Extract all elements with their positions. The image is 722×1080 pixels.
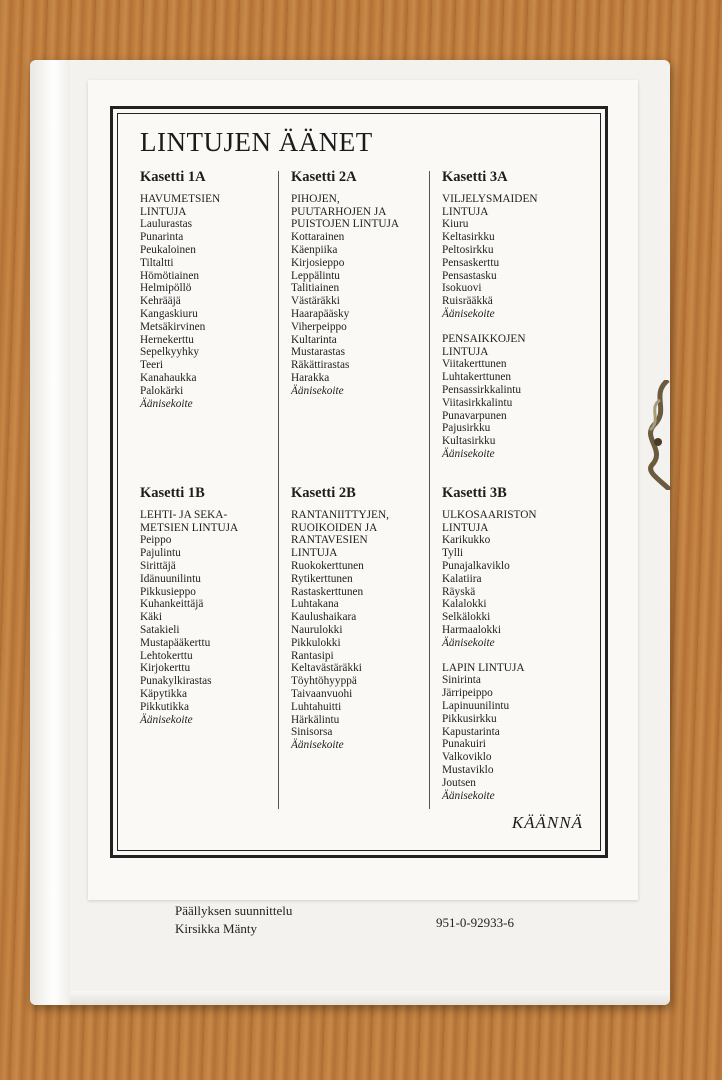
bird-name: Käenpiika bbox=[291, 243, 338, 256]
bird-name: Haarapääsky bbox=[291, 307, 350, 320]
column-divider bbox=[278, 171, 279, 809]
section-heading: LINTUJA bbox=[291, 547, 338, 560]
sound-mix-label: Äänisekoite bbox=[291, 739, 344, 752]
cassette-listing bbox=[291, 487, 389, 752]
bird-name: Härkälintu bbox=[291, 713, 340, 726]
bird-name: Taivaanvuohi bbox=[291, 687, 353, 700]
bird-name: Pikkutikka bbox=[140, 700, 189, 713]
cassette-listing bbox=[140, 171, 220, 410]
bird-name: Pensaskerttu bbox=[442, 256, 500, 269]
bird-name: Peukaloinen bbox=[140, 243, 196, 256]
bird-name: Kottarainen bbox=[291, 231, 345, 244]
bird-name: Keltavästäräkki bbox=[291, 662, 362, 675]
section-heading: LINTUJA bbox=[442, 521, 489, 534]
sound-mix-label: Äänisekoite bbox=[442, 307, 495, 320]
bird-name: Räyskä bbox=[442, 585, 476, 598]
bird-name: Kirjosieppo bbox=[291, 256, 345, 269]
cassette-listing bbox=[140, 487, 238, 726]
turn-over-label: KÄÄNNÄ bbox=[511, 813, 583, 832]
bird-name: Luhtakana bbox=[291, 598, 339, 611]
page-title: LINTUJEN ÄÄNET bbox=[140, 127, 373, 157]
bird-name: Joutsen bbox=[442, 776, 476, 789]
bird-name: Harakka bbox=[291, 371, 330, 384]
design-label: Päällyksen suunnittelu bbox=[175, 903, 293, 918]
bird-name: Hömötiainen bbox=[140, 269, 199, 282]
bird-name: Rytikerttunen bbox=[291, 572, 353, 585]
cassette-listing bbox=[442, 171, 538, 461]
bird-name: Viitasirkkalintu bbox=[442, 396, 513, 409]
bird-name: Punakuiri bbox=[442, 738, 486, 751]
bird-name: Naurulokki bbox=[291, 623, 343, 636]
bird-name: Pensastasku bbox=[442, 269, 497, 282]
spine-illustration bbox=[640, 380, 672, 490]
section-heading: RUOIKOIDEN JA bbox=[291, 521, 378, 534]
bird-name: Räkättirastas bbox=[291, 359, 350, 372]
bird-name: Pajusirkku bbox=[442, 422, 491, 435]
bird-name: Sinirinta bbox=[442, 674, 481, 687]
bird-name: Kirjokerttu bbox=[140, 662, 191, 675]
box-spine bbox=[30, 60, 70, 1005]
bird-name: Punakylkirastas bbox=[140, 675, 212, 688]
bird-name: Sinisorsa bbox=[291, 726, 333, 739]
section-heading: ULKOSAARISTON bbox=[442, 508, 537, 521]
bird-name: Keltasirkku bbox=[442, 231, 495, 244]
bird-name: Ruokokerttunen bbox=[291, 559, 364, 572]
bird-name: Laulurastas bbox=[140, 218, 193, 231]
cassette-label: Kasetti 2B bbox=[291, 485, 356, 501]
sound-mix-label: Äänisekoite bbox=[442, 789, 495, 802]
section-heading: LINTUJA bbox=[140, 205, 187, 218]
bird-name: Kaulushaikara bbox=[291, 611, 357, 624]
bird-name: Sirittäjä bbox=[140, 559, 176, 572]
bird-name: Lehtokerttu bbox=[140, 649, 193, 662]
cassette-listing bbox=[291, 171, 399, 398]
bird-name: Järripeippo bbox=[442, 687, 493, 700]
bird-name: Kultarinta bbox=[291, 333, 337, 346]
bird-name: Karikukko bbox=[442, 534, 491, 547]
bird-name: Ruisrääkkä bbox=[442, 295, 493, 308]
track-list-frame bbox=[110, 106, 608, 858]
section-heading: LINTUJA bbox=[442, 205, 489, 218]
bird-name: Punarinta bbox=[140, 231, 184, 244]
bird-name: Teeri bbox=[140, 359, 164, 372]
section-heading: LINTUJA bbox=[442, 345, 489, 358]
cassette-label: Kasetti 2A bbox=[291, 169, 357, 185]
section-heading: PENSAIKKOJEN bbox=[442, 332, 526, 345]
sound-mix-label: Äänisekoite bbox=[291, 384, 344, 397]
bird-name: Leppälintu bbox=[291, 269, 340, 282]
bird-name: Pajulintu bbox=[140, 547, 181, 560]
bird-name: Kiuru bbox=[442, 218, 469, 231]
bird-name: Tiltaltti bbox=[140, 256, 174, 269]
sound-mix-label: Äänisekoite bbox=[442, 447, 495, 460]
bird-name: Pikkulokki bbox=[291, 636, 341, 649]
bird-name: Kalatiira bbox=[442, 572, 482, 585]
cassette-listing bbox=[442, 487, 537, 802]
bird-name: Käki bbox=[140, 611, 162, 624]
bird-name: Palokärki bbox=[140, 384, 184, 397]
bird-name: Kangaskiuru bbox=[140, 307, 198, 320]
bird-name: Harmaalokki bbox=[442, 623, 501, 636]
bird-name: Hernekerttu bbox=[140, 333, 194, 346]
section-heading: PIHOJEN, bbox=[291, 192, 340, 205]
bird-name: Sepelkyyhky bbox=[140, 346, 199, 359]
bird-name: Mustarastas bbox=[291, 346, 345, 359]
section-heading: METSIEN LINTUJA bbox=[140, 521, 239, 534]
isbn: 951-0-92933-6 bbox=[436, 915, 514, 930]
sound-mix-label: Äänisekoite bbox=[140, 713, 193, 726]
bird-name: Kehrääjä bbox=[140, 295, 181, 308]
bird-name: Peippo bbox=[140, 534, 172, 547]
section-heading: PUUTARHOJEN JA bbox=[291, 205, 387, 218]
bird-name: Kapustarinta bbox=[442, 725, 500, 738]
bird-name: Kanahaukka bbox=[140, 371, 197, 384]
bird-name: Punavarpunen bbox=[442, 409, 507, 422]
bird-name: Selkälokki bbox=[442, 611, 491, 624]
sound-mix-label: Äänisekoite bbox=[442, 636, 495, 649]
bird-name: Luhtahuitti bbox=[291, 700, 342, 713]
bird-name: Pikkusieppo bbox=[140, 585, 196, 598]
bird-name: Satakieli bbox=[140, 623, 180, 636]
bird-name: Töyhtöhyyppä bbox=[291, 675, 357, 688]
cassette-label: Kasetti 3A bbox=[442, 169, 508, 185]
bird-name: Mustapääkerttu bbox=[140, 636, 211, 649]
bird-name: Luhtakerttunen bbox=[442, 371, 512, 384]
box-edge bbox=[70, 991, 670, 1005]
bird-name: Kalalokki bbox=[442, 598, 487, 611]
bird-name: Kultasirkku bbox=[442, 435, 496, 448]
bird-name: Rantasipi bbox=[291, 649, 334, 662]
bird-name: Idänuunilintu bbox=[140, 572, 201, 585]
bird-name: Punajalkaviklo bbox=[442, 559, 510, 572]
section-heading: HAVUMETSIEN bbox=[140, 192, 221, 205]
cover-design-credit bbox=[175, 902, 292, 938]
section-heading: PUISTOJEN LINTUJA bbox=[291, 218, 400, 231]
bird-name: Peltosirkku bbox=[442, 243, 494, 256]
column-divider bbox=[429, 171, 430, 809]
cassette-label: Kasetti 3B bbox=[442, 485, 507, 501]
bird-name: Valkoviklo bbox=[442, 751, 492, 764]
section-heading: LAPIN LINTUJA bbox=[442, 661, 525, 674]
bird-name: Viherpeippo bbox=[291, 320, 347, 333]
bird-name: Helmipöllö bbox=[140, 282, 192, 295]
bird-name: Lapinuunilintu bbox=[442, 699, 510, 712]
bird-name: Pikkusirkku bbox=[442, 712, 497, 725]
cassette-label: Kasetti 1B bbox=[140, 485, 205, 501]
bird-name: Rastaskerttunen bbox=[291, 585, 364, 598]
bird-name: Metsäkirvinen bbox=[140, 320, 206, 333]
bird-name: Viitakerttunen bbox=[442, 358, 507, 371]
cassette-label: Kasetti 1A bbox=[140, 169, 206, 185]
sound-mix-label: Äänisekoite bbox=[140, 397, 193, 410]
bird-name: Talitiainen bbox=[291, 282, 340, 295]
bird-name: Isokuovi bbox=[442, 282, 482, 295]
section-heading: VILJELYSMAIDEN bbox=[442, 192, 538, 205]
bird-name: Mustaviklo bbox=[442, 763, 494, 776]
bird-name: Tylli bbox=[442, 547, 464, 560]
section-heading: LEHTI- JA SEKA- bbox=[140, 508, 228, 521]
section-heading: RANTAVESIEN bbox=[291, 534, 368, 547]
designer-name: Kirsikka Mänty bbox=[175, 921, 257, 936]
bird-name: Västäräkki bbox=[291, 295, 340, 308]
bird-name: Kuhankeittäjä bbox=[140, 598, 204, 611]
bird-name: Käpytikka bbox=[140, 687, 188, 700]
section-heading: RANTANIITTYJEN, bbox=[291, 508, 389, 521]
bird-name: Pensassirkkalintu bbox=[442, 383, 522, 396]
